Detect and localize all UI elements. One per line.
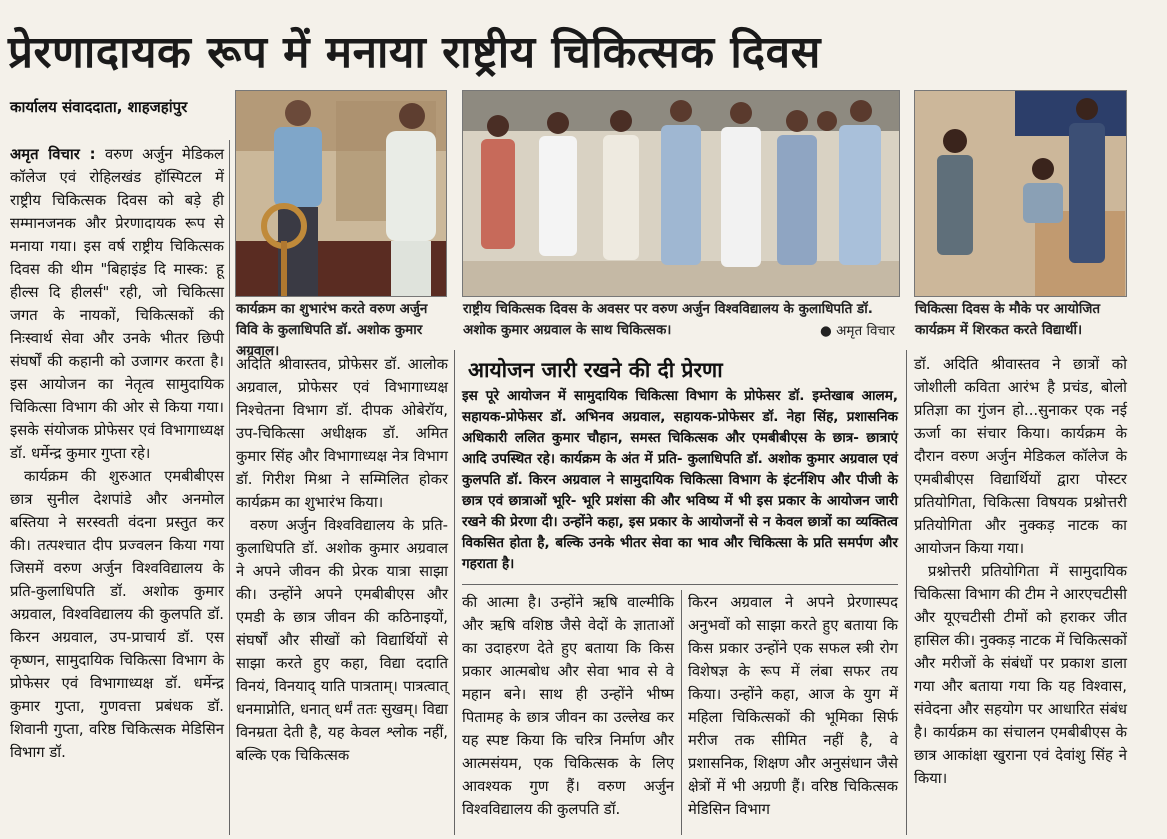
column-separator [229,140,230,835]
subhead: आयोजन जारी रखने की दी प्रेरणा [468,358,723,382]
column-1 [10,143,224,833]
column-3 [462,591,674,833]
column-1-para-1: अमृत विचार : वरुण अर्जुन मेडिकल कॉलेज एवं रोहिलखंड हॉस्पिटल में राष्ट्रीय चिकित्सक दिवस को बड़े ही सम्मानजनक और प्रेरणादायक रूप से मनाया गया। इस वर्ष राष्ट्रीय चिकित्सक दिवस की थीम "बिहाइंड दि मास्क: हू हील्स दि हीलर्स" रही, जो चिकित्सा जगत के नायकों, चिकित्सकों की निःस्वार्थ सेवा और उनके भीतर छिपी संघर्षों की कहानी को उजागर करता है। इस आयोजन का नेतृत्व सामुदायिक चिकित्सा विभाग की ओर से किया गया। इसके संयोजक प्रोफेसर एवं विभागाध्यक्ष डॉ. धर्मेन्द्र कुमार गुप्ता रहे। [10,146,225,462]
column-3-para-1: की आत्मा है। उन्होंने ऋषि वाल्मीकि और ऋषि वशिष्ठ जैसे वेदों के ज्ञाताओं का उदाहरण देते हुए बताया कि किस प्रकार आत्मबोध और सेवा भाव से वे महान बने। साथ ही उन्होंने भीष्म पितामह के छात्र जीवन का उल्लेख कर यह स्पष्ट किया कि चरित्र निर्माण और आत्मसंयम, एक चिकित्सक के लिए आवश्यक गुण हैं। वरुण अर्जुन विश्वविद्यालय की कुलपति डॉ. [462,594,674,818]
column-separator [454,350,455,835]
section-divider [462,584,898,585]
photo-group-doctors-image [463,91,899,296]
photo-lamp-lighting-caption: कार्यक्रम का शुभारंभ करते वरुण अर्जुन विवि के कुलाधिपति डॉ. अशोक कुमार अग्रवाल। [236,301,428,359]
column-4-para-1: किरन अग्रवाल ने अपने प्रेरणास्पद अनुभवों को साझा करते हुए बताया कि किस प्रकार उन्होंने एक सफल स्त्री रोग विशेषज्ञ के रूप में लंबा सफर तय किया। उन्होंने कहा, आज के युग में महिला चिकित्सकों की भूमिका सिर्फ मरीज तक सीमित नहीं है, वे प्रशासनिक, शिक्षण और अनुसंधान जैसे क्षेत्रों में भी अग्रणी हैं। वरिष्ठ चिकित्सक मेडिसिन विभाग [688,594,898,818]
column-5-para-2: प्रश्नोत्तरी प्रतियोगिता में सामुदायिक चिकित्सा विभाग की टीम ने आरएचटीसी और यूएचटीसी टीमों को हराकर जीत हासिल की। नुक्कड़ नाटक में चिकित्सकों और मरीजों के संबंधों पर प्रकाश डाला गया और बताया गया कि यह विश्वास, संवेदना और सहयोग पर आधारित संबंध है। कार्यक्रम का संचालन एमबीबीएस के छात्र आकांक्षा खुराना एवं देवांशु सिंह ने किया। [914,563,1128,787]
column-1-para-2: कार्यक्रम की शुरुआत एमबीबीएस छात्र सुनील देशपांडे और अनमोल बस्तिया ने सरस्वती वंदना प्रस्तुत कर की। तत्पश्चात दीप प्रज्वलन किया गया जिसमें वरुण अर्जुन विश्वविद्यालय के प्रति-कुलाधिपति डॉ. अशोक कुमार अग्रवाल, विश्वविद्यालय की कुलपति डॉ. किरन अग्रवाल, उप-प्राचार्य डॉ. एस कृष्णन, सामुदायिक चिकित्सा विभाग के प्रोफेसर एवं विभागाध्यक्ष डॉ. धर्मेन्द्र कुमार गुप्ता, गुणवत्ता प्रबंधक डॉ. शिवानी गुप्ता, वरिष्ठ चिकित्सक मेडिसिन विभाग डॉ. [10,468,224,761]
photo-students-caption: चिकित्सा दिवस के मौके पर आयोजित कार्यक्रम में शिरकत करते विद्यार्थी। [915,301,1101,338]
photo-students-image [915,91,1126,296]
column-4 [688,591,898,833]
byline: कार्यालय संवाददाता, शाहजहांपुर [10,98,188,116]
boxed-summary: इस पूरे आयोजन में सामुदायिक चिकित्सा विभाग के प्रोफेसर डॉ. इम्तेखाब आलम, सहायक-प्रोफेसर डॉ. अभिनव अग्रवाल, सहायक-प्रोफेसर डॉ. नेहा सिंह, प्रशासनिक अधिकारी ललित कुमार चौहान, समस्त चिकित्सक और एमबीबीएस के छात्र- छात्राएं आदि उपस्थित रहे। कार्यक्रम के अंत में प्रति- कुलाधिपति डॉ. अशोक कुमार अग्रवाल एवं कुलपति डॉ. किरन अग्रवाल ने सामुदायिक चिकित्सा विभाग के इंटर्नशिप और पीजी के छात्र एवं छात्राओं भूरि- भूरि प्रशंसा की और भविष्य में भी इस प्रकार के आयोजन जारी रखने की प्रेरणा दी। उन्होंने कहा, इस प्रकार के आयोजनों से न केवल छात्रों का व्यक्तित्व विकसित होता है, बल्कि उनके भीतर सेवा का भाव और चिकित्सा के प्रति समर्पण और गहराता है। [462,388,898,572]
column-5 [914,353,1127,833]
photo-lamp-lighting-image [236,91,446,296]
lead-label: अमृत विचार : [10,146,96,163]
photo-credit: ● अमृत विचार [820,323,896,339]
column-5-para-1: डॉ. अदिति श्रीवास्तव ने छात्रों को जोशीली कविता आरंभ है प्रचंड, बोलो प्रतिज्ञा का गुंजन हो...सुनाकर एक नई ऊर्जा का संचार किया। कार्यक्रम के दौरान वरुण अर्जुन मेडिकल कॉलेज के एमबीबीएस विद्यार्थियों द्वारा पोस्टर प्रतियोगिता, चिकित्सा विषयक प्रश्नोत्तरी प्रतियोगिता और नुक्कड़ नाटक का आयोजन किया गया। [914,356,1127,557]
headline: प्रेरणादायक रूप में मनाया राष्ट्रीय चिकित्सक दिवस [8,27,821,78]
photo-lamp-lighting [235,90,447,297]
column-separator [906,350,907,835]
column-2-para-2: वरुण अर्जुन विश्वविद्यालय के प्रति-कुलाधिपति डॉ. अशोक कुमार अग्रवाल ने अपने जीवन की प्रेरक यात्रा साझा की। उन्होंने अपने एमबीबीएस और एमडी के छात्र जीवन की कठिनाइयों, संघर्षों और सीखों को विद्यार्थियों से साझा करते हुए कहा, विद्या ददाति विनयं, विनयाद् याति पात्रताम्। पात्रत्वात् धनमाप्नोति, धनात् धर्मं ततः सुखम्। विद्या विनम्रता देती है, यह केवल श्लोक नहीं, बल्कि एक चिकित्सक [236,517,448,764]
photo-group-doctors-caption: राष्ट्रीय चिकित्सक दिवस के अवसर पर वरुण अर्जुन विश्वविद्यालय के कुलाधिपति डॉ. अशोक कुमार अग्रवाल के साथ चिकित्सक। [463,301,873,338]
column-separator [681,590,682,835]
column-2 [236,353,448,833]
photo-group-doctors [462,90,900,297]
photo-students [914,90,1127,297]
column-2-para-1: अदिति श्रीवास्तव, प्रोफेसर डॉ. आलोक अग्रवाल, प्रोफेसर एवं विभागाध्यक्ष निश्चेतना विभाग डॉ. दीपक ओबेरॉय, उप-चिकित्सा अधीक्षक डॉ. अमित कुमार सिंह और विभागाध्यक्ष नेत्र विभाग डॉ. गिरीश मिश्रा ने सम्मिलित होकर कार्यक्रम का शुभारंभ किया। [236,356,448,511]
